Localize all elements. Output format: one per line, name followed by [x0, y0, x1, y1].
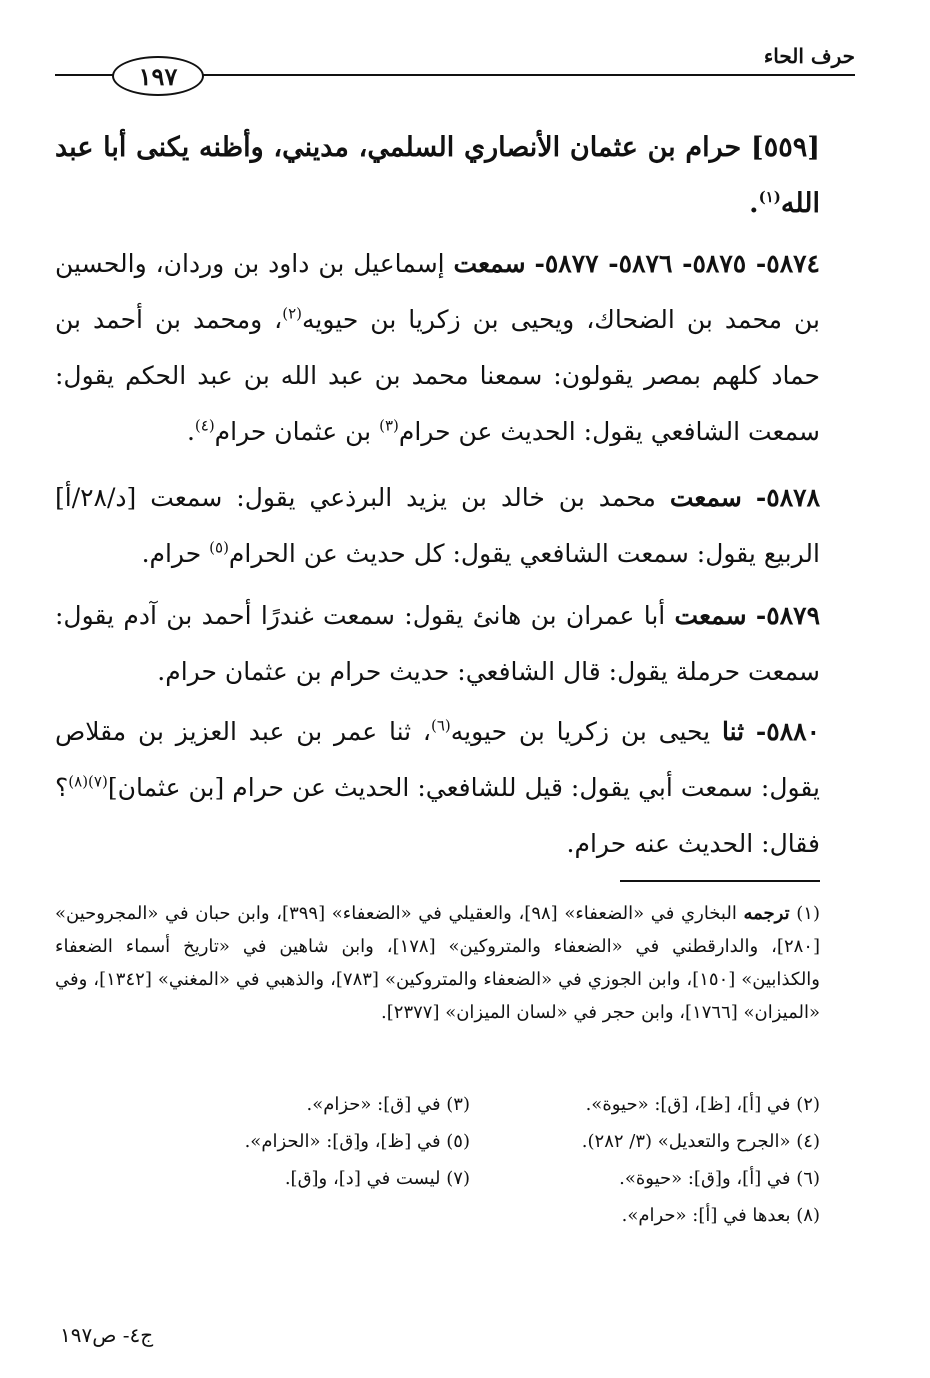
entry-heading-text: [٥٥٩] حرام بن عثمان الأنصاري السلمي، مديني، وأظنه يكنى أبا عبد الله: [55, 132, 820, 219]
narration-keyword: سمعت: [669, 483, 742, 512]
paragraph-text: محمد بن خالد بن يزيد البرذعي يقول: سمعت [د/٢٨/أ] الربيع يقول: سمعت الشافعي يقول: كل حديث عن الحرام: [55, 483, 820, 568]
entry-heading: [55, 120, 820, 232]
paragraph-5880: [55, 704, 820, 872]
footnote-2: (٢) في [أ]، [ظ]، [ق]: «حيوة».: [585, 1094, 820, 1115]
footnote-keyword: ترجمه: [743, 903, 790, 924]
paragraph-text: أبا عمران بن هانئ يقول: سمعت غندرًا أحمد بن آدم يقول: سمعت حرملة يقول: قال الشافعي: حديث حرام بن عثمان حرام.: [55, 601, 820, 686]
volume-page-reference: ج٤- ص١٩٧: [60, 1323, 154, 1347]
paragraph-text: يحيى بن زكريا بن حيويه: [450, 717, 722, 746]
hadith-number: ٥٨٧٤- ٥٨٧٥- ٥٨٧٦- ٥٨٧٧-: [534, 249, 820, 278]
footnote-ref: (٦): [431, 716, 451, 735]
paragraph-text: إسماعيل بن داود بن وردان، والحسين بن محمد بن الضحاك، ويحيى بن زكريا بن حيويه: [55, 249, 820, 334]
paragraph-text: ؟ فقال: الحديث عنه حرام.: [55, 773, 820, 858]
footnote-ref: (٥): [209, 538, 229, 557]
paragraph-5879: [55, 588, 820, 700]
footnote-separator: [620, 880, 820, 882]
running-header: حرف الحاء: [763, 44, 855, 68]
hadith-number: ٥٨٧٨-: [755, 483, 820, 512]
footnote-1: [55, 897, 820, 1029]
narration-keyword: ثنا: [721, 717, 745, 746]
page-number: ١٩٧: [112, 56, 204, 96]
paragraph-text: ، ومحمد بن أحمد بن حماد كلهم بمصر يقولون: سمعنا محمد بن عبد الله بن عبد الحكم يقول: سمعت الشافعي يقول: الحديث عن حرام: [55, 305, 820, 446]
footnote-5: (٥) في [ظ]، و[ق]: «الحزام».: [244, 1131, 470, 1152]
paragraph-5874: [55, 236, 820, 460]
footnote-ref: (١): [758, 188, 781, 206]
footnote-text: البخاري في «الضعفاء» [٩٨]، والعقيلي في «الضعفاء» [٣٩٩]، وابن حبان في «المجروحين» [٢٨٠]، والدارقطني في «الضعفاء والمتروكين» [١٧٨]، وابن شاهين في «تاريخ أسماء الضعفاء والكذابين» [١٥٠]، وابن الجوزي في «الضعفاء والمتروكين» [٧٨٣]، والذهبي في «المغني» [١٣٤٢]، وفي «الميزان» [١٧٦٦]، وابن حجر في «لسان الميزان» [٢٣٧٧].: [55, 903, 821, 1023]
hadith-number: ٥٨٧٩-: [755, 601, 820, 630]
footnote-ref: (٧)(٨): [68, 772, 108, 791]
footnote-3: (٣) في [ق]: «حزام».: [306, 1094, 470, 1115]
entry-heading-end: .: [749, 188, 759, 219]
footnote-7: (٧) ليست في [د]، و[ق].: [284, 1168, 470, 1189]
footnote-4: (٤) «الجرح والتعديل» (٣/ ٢٨٢).: [581, 1131, 820, 1152]
footnote-label: (١): [796, 903, 820, 924]
paragraph-5878: [55, 470, 820, 582]
paragraph-text: ، ثنا عمر بن عبد العزيز بن مقلاص يقول: سمعت أبي يقول: قيل للشافعي: الحديث عن حرام [بن عثمان]: [55, 717, 820, 802]
narration-keyword: سمعت: [453, 249, 526, 278]
paragraph-text: بن عثمان حرام: [214, 417, 380, 446]
footnote-ref: (٢): [282, 304, 303, 323]
footnote-ref: (٣): [379, 416, 399, 435]
narration-keyword: سمعت: [674, 601, 747, 630]
footnote-8: (٨) بعدها في [أ]: «حرام».: [621, 1205, 820, 1226]
paragraph-text: حرام.: [141, 539, 210, 568]
footnote-ref: (٤): [194, 416, 215, 435]
footnote-6: (٦) في [أ]، و[ق]: «حيوة».: [619, 1168, 820, 1189]
hadith-number: ٥٨٨٠-: [755, 717, 821, 746]
paragraph-text: .: [186, 417, 195, 446]
footnotes-grid: [160, 1088, 820, 1232]
